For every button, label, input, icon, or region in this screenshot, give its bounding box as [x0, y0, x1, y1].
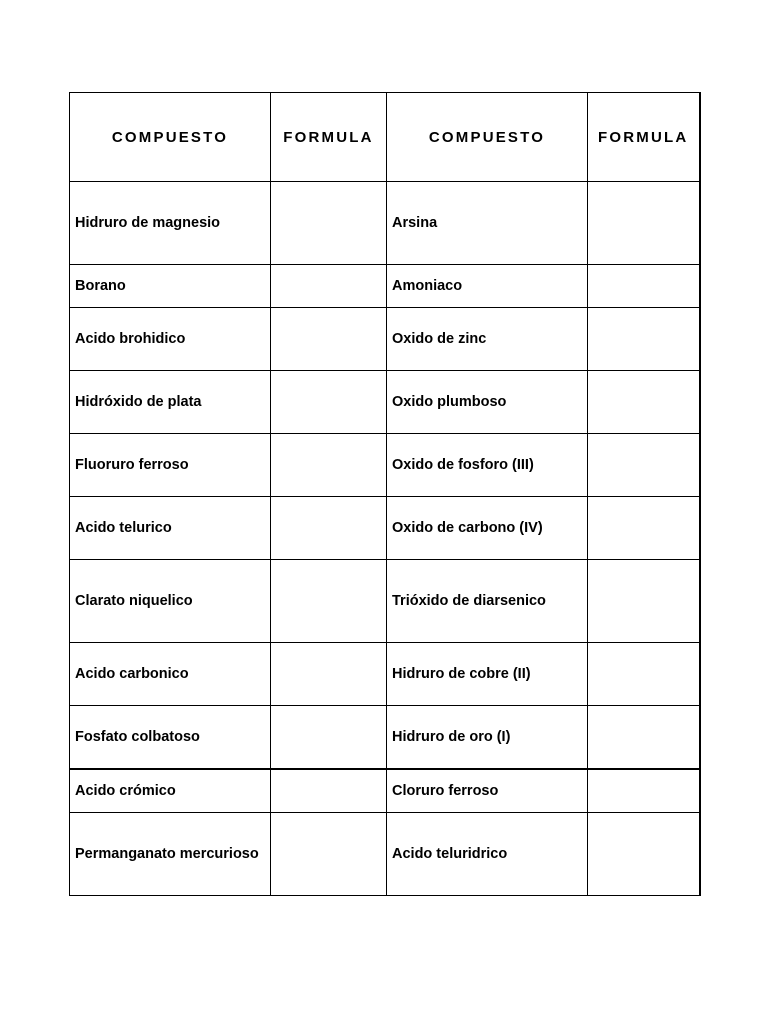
table-row	[70, 560, 700, 643]
formula-answer-right[interactable]	[588, 813, 700, 896]
formula-answer-right[interactable]	[588, 643, 700, 706]
formula-answer-left[interactable]	[271, 182, 387, 265]
table-row	[70, 643, 700, 706]
formula-answer-left[interactable]	[271, 643, 387, 706]
compound-left: Borano	[70, 265, 271, 308]
formula-answer-left[interactable]	[271, 813, 387, 896]
header-row	[70, 93, 700, 182]
header-compuesto-left: COMPUESTO	[70, 93, 271, 182]
compound-left: Clarato niquelico	[70, 560, 271, 643]
table-row	[70, 769, 700, 813]
formula-answer-left[interactable]	[271, 434, 387, 497]
table-row	[70, 813, 700, 896]
compound-right: Arsina	[387, 182, 588, 265]
header-compuesto-right: COMPUESTO	[387, 93, 588, 182]
table-row	[70, 308, 700, 371]
compound-right: Cloruro ferroso	[387, 769, 588, 813]
table-row	[70, 434, 700, 497]
formula-answer-right[interactable]	[588, 265, 700, 308]
compound-left: Fosfato colbatoso	[70, 706, 271, 770]
compound-right: Oxido plumboso	[387, 371, 588, 434]
formula-answer-right[interactable]	[588, 706, 700, 770]
table-row	[70, 371, 700, 434]
formula-answer-right[interactable]	[588, 371, 700, 434]
compound-right: Oxido de carbono (IV)	[387, 497, 588, 560]
compound-right: Oxido de zinc	[387, 308, 588, 371]
compound-left: Acido brohidico	[70, 308, 271, 371]
formula-answer-right[interactable]	[588, 434, 700, 497]
table-row	[70, 706, 700, 770]
formula-answer-left[interactable]	[271, 706, 387, 770]
formula-answer-left[interactable]	[271, 371, 387, 434]
table-row	[70, 182, 700, 265]
formula-answer-left[interactable]	[271, 308, 387, 371]
compound-right: Amoniaco	[387, 265, 588, 308]
formula-answer-left[interactable]	[271, 265, 387, 308]
compound-left: Hidróxido de plata	[70, 371, 271, 434]
compound-right: Oxido de fosforo (III)	[387, 434, 588, 497]
header-formula-right: FORMULA	[588, 93, 700, 182]
header-formula-left: FORMULA	[271, 93, 387, 182]
formula-answer-right[interactable]	[588, 769, 700, 813]
table-row	[70, 265, 700, 308]
compound-left: Permanganato mercurioso	[70, 813, 271, 896]
compound-left: Fluoruro ferroso	[70, 434, 271, 497]
formula-answer-left[interactable]	[271, 497, 387, 560]
compound-left: Acido carbonico	[70, 643, 271, 706]
formula-answer-right[interactable]	[588, 182, 700, 265]
compound-right: Hidruro de oro (I)	[387, 706, 588, 770]
compound-right: Acido teluridrico	[387, 813, 588, 896]
formula-answer-left[interactable]	[271, 560, 387, 643]
compound-formula-table	[69, 92, 701, 896]
compound-left: Acido telurico	[70, 497, 271, 560]
formula-answer-right[interactable]	[588, 308, 700, 371]
formula-answer-right[interactable]	[588, 497, 700, 560]
compound-left: Acido crómico	[70, 769, 271, 813]
compound-right: Hidruro de cobre (II)	[387, 643, 588, 706]
worksheet	[69, 92, 699, 896]
formula-answer-left[interactable]	[271, 769, 387, 813]
compound-left: Hidruro de magnesio	[70, 182, 271, 265]
formula-answer-right[interactable]	[588, 560, 700, 643]
compound-right: Trióxido de diarsenico	[387, 560, 588, 643]
table-row	[70, 497, 700, 560]
